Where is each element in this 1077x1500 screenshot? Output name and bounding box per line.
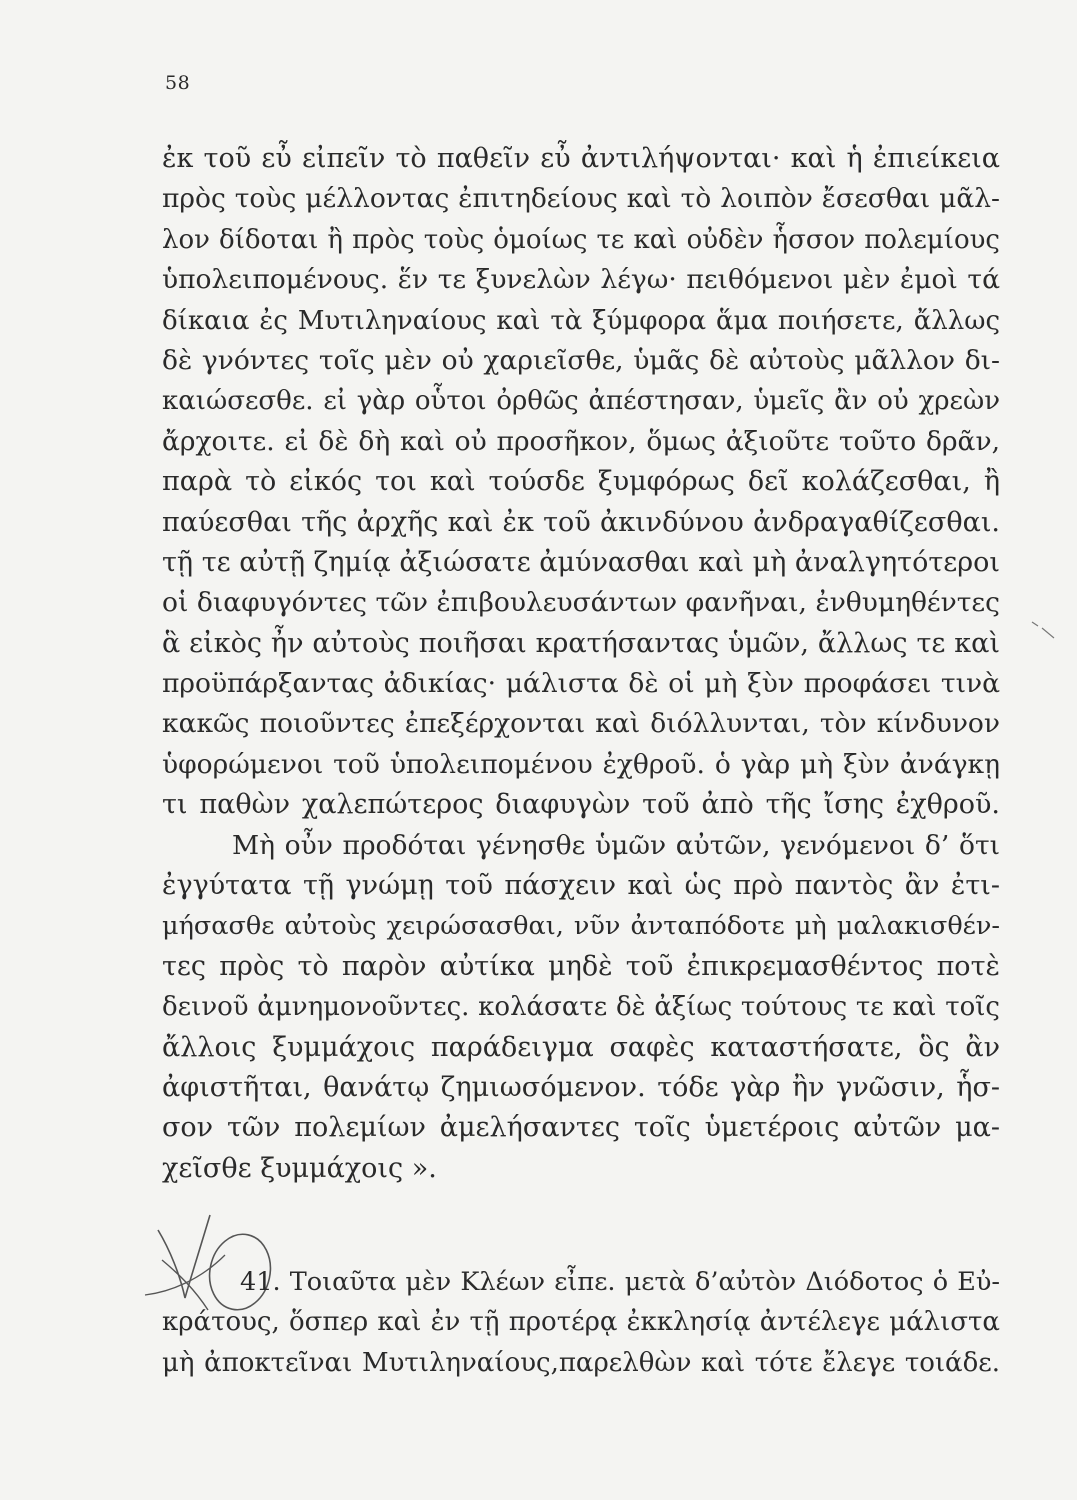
text-line: ἀφιστῆται, θανάτῳ ζημιωσόμενον. τόδε γὰρ ἢν γνῶσιν, ἧσ-	[162, 1071, 1000, 1103]
text-line: ἃ εἰκὸς ἦν αὐτοὺς ποιῆσαι κρατήσαντας ὑμῶν, ἄλλως τε καὶ	[162, 627, 1000, 659]
main-text-block	[162, 139, 1000, 1189]
section-first-text: Τοιαῦτα μὲν Κλέων εἶπε. μετὰ δ’αὐτὸν Διόδοτος ὁ Εὐ-	[289, 1267, 1001, 1297]
text-line: τῇ τε αὐτῇ ζημίᾳ ἀξιώσατε ἀμύνασθαι καὶ μὴ ἀναλγητότεροι	[162, 546, 1000, 578]
margin-dash-mark	[1028, 614, 1058, 644]
text-line: ἐκ τοῦ εὖ εἰπεῖν τὸ παθεῖν εὖ ἀντιλήψονται· καὶ ἡ ἐπιείκεια	[162, 143, 1000, 174]
text-line: οἱ διαφυγόντες τῶν ἐπιβουλευσάντων φανῆναι, ἐνθυμηθέντες	[162, 587, 1000, 619]
text-line: καιώσεσθε. εἰ γὰρ οὗτοι ὀρθῶς ἀπέστησαν, ὑμεῖς ἂν οὐ χρεὼν	[162, 386, 1000, 417]
text-line: μὴ ἀποκτεῖναι Μυτιληναίους,παρελθὼν καὶ τότε ἔλεγε τοιάδε.	[162, 1347, 1000, 1378]
text-line: δίκαια ἐς Μυτιληναίους καὶ τὰ ξύμφορα ἅμα ποιήσετε, ἄλλως	[162, 305, 1000, 336]
page-number: 58	[165, 72, 191, 94]
text-line: τι παθὼν χαλεπώτερος διαφυγὼν τοῦ ἀπὸ τῆς ἴσης ἐχθροῦ.	[162, 789, 1000, 821]
text-line: ὑφορώμενοι τοῦ ὑπολειπομένου ἐχθροῦ. ὁ γὰρ μὴ ξὺν ἀνάγκῃ	[162, 748, 1000, 780]
text-line: παρὰ τὸ εἰκός τοι καὶ τούσδε ξυμφόρως δεῖ κολάζεσθαι, ἢ	[162, 466, 1000, 498]
paragraph-start-line: Μὴ οὖν προδόται γένησθε ὑμῶν αὐτῶν, γενόμενοι δ’ ὅτι	[232, 829, 1000, 861]
paragraph-end-line: χεῖσθε ξυμμάχοις ».	[162, 1152, 437, 1184]
text-line: ἄρχοιτε. εἰ δὲ δὴ καὶ οὐ προσῆκον, ὅμως ἀξιοῦτε τοῦτο δρᾶν,	[162, 425, 1000, 457]
text-line: μήσασθε αὐτοὺς χειρώσασθαι, νῦν ἀνταπόδοτε μὴ μαλακισθέν-	[162, 911, 1000, 942]
section-number: 41.	[240, 1267, 281, 1297]
text-line: ἄλλοις ξυμμάχοις παράδειγμα σαφὲς καταστήσατε, ὃς ἂν	[162, 1031, 1000, 1063]
text-line: τες πρὸς τὸ παρὸν αὐτίκα μηδὲ τοῦ ἐπικρεμασθέντος ποτὲ	[162, 950, 1000, 982]
text-line: ὑπολειπομένους. ἕν τε ξυνελὼν λέγω· πειθόμενοι μὲν ἐμοὶ τά	[162, 264, 1000, 296]
text-line: ἐγγύτατα τῇ γνώμῃ τοῦ πάσχειν καὶ ὡς πρὸ παντὸς ἂν ἐτι-	[162, 870, 1000, 902]
text-line: λον δίδοται ἢ πρὸς τοὺς ὁμοίως τε καὶ οὐδὲν ἧσσον πολεμίους	[162, 224, 1000, 255]
text-line: κακῶς ποιοῦντες ἐπεξέρχονται καὶ διόλλυνται, τὸν κίνδυνον	[162, 708, 1000, 740]
text-line: προϋπάρξαντας ἀδικίας· μάλιστα δὲ οἱ μὴ ξὺν προφάσει τινὰ	[162, 668, 1000, 700]
text-line: δὲ γνόντες τοῖς μὲν οὐ χαριεῖσθε, ὑμᾶς δὲ αὐτοὺς μᾶλλον δι-	[162, 344, 1000, 376]
section-41-block	[162, 1262, 1000, 1383]
text-line: σον τῶν πολεμίων ἀμελήσαντες τοῖς ὑμετέροις αὐτῶν μα-	[162, 1112, 1000, 1144]
text-line: κράτους, ὅσπερ καὶ ἐν τῇ προτέρᾳ ἐκκλησίᾳ ἀντέλεγε μάλιστα	[162, 1307, 1000, 1338]
text-line: παύεσθαι τῆς ἀρχῆς καὶ ἐκ τοῦ ἀκινδύνου ἀνδραγαθίζεσθαι.	[162, 506, 1000, 538]
text-line: πρὸς τοὺς μέλλοντας ἐπιτηδείους καὶ τὸ λοιπὸν ἔσεσθαι μᾶλ-	[162, 183, 1000, 215]
text-line: δεινοῦ ἀμνημονοῦντες. κολάσατε δὲ ἀξίως τούτους τε καὶ τοῖς	[162, 992, 1000, 1023]
section-start-line	[162, 1262, 1000, 1302]
